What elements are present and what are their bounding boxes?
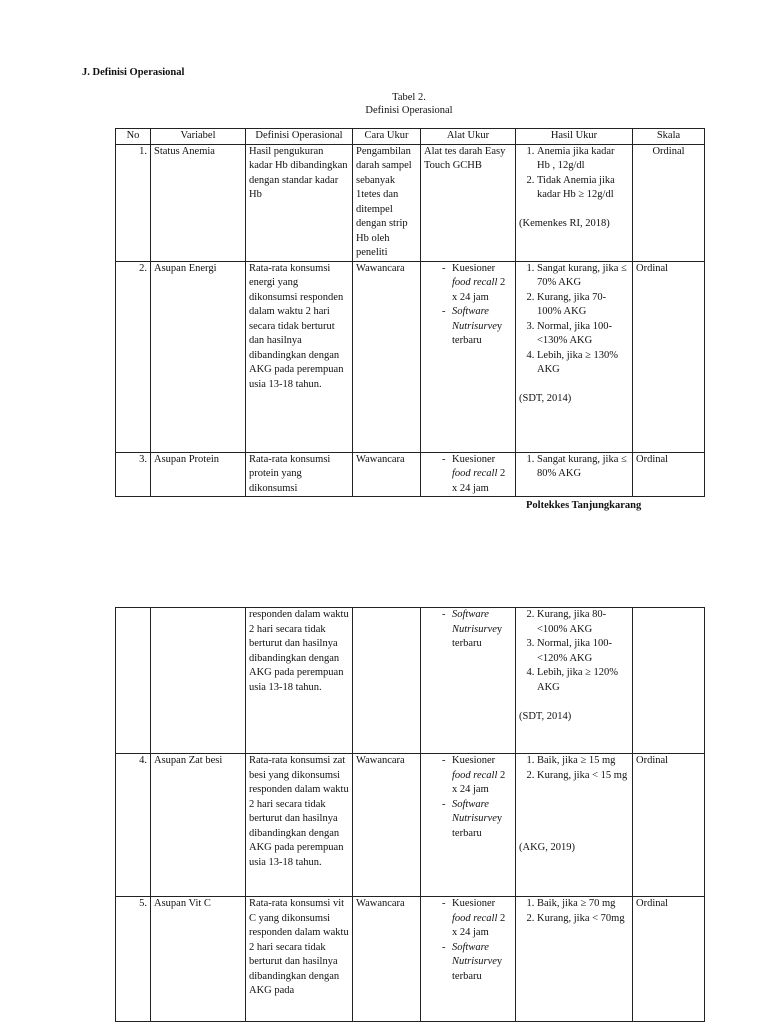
footer-institution: Poltekkes Tanjungkarang <box>526 500 642 511</box>
cell-tool <box>421 897 516 1022</box>
definition-table <box>115 128 705 497</box>
cell-result <box>516 608 633 754</box>
cell-method: Wawancara <box>353 754 421 897</box>
source: (SDT, 2014) <box>519 393 572 404</box>
cell-no: 4. <box>116 754 151 897</box>
col-header: Alat Ukur <box>421 129 516 145</box>
cell-method <box>353 608 421 754</box>
result-item: 1. Anemia jika kadar Hb , 12g/dl <box>537 145 629 174</box>
cell-tool <box>421 754 516 897</box>
cell-scale: Ordinal <box>633 144 705 261</box>
cell-variable: Asupan Protein <box>151 452 246 497</box>
result-item: 1. Sangat kurang, jika ≤ 70% AKG <box>537 262 629 291</box>
table-header <box>116 129 705 145</box>
cell-result <box>516 452 633 497</box>
cell-scale: Ordinal <box>633 452 705 497</box>
table-row <box>116 754 705 897</box>
cell-result <box>516 144 633 261</box>
cell-scale: Ordinal <box>633 897 705 1022</box>
col-header: Variabel <box>151 129 246 145</box>
cell-variable: Asupan Zat besi <box>151 754 246 897</box>
cell-scale <box>633 608 705 754</box>
tool-text: food recall <box>452 912 498 924</box>
result-item: 3. Normal, jika 100-<120% AKG <box>537 637 629 666</box>
tool-text: food recall <box>452 769 498 781</box>
result-item: 2. Kurang, jika 80-<100% AKG <box>537 608 629 637</box>
cell-method: Pengambilan darah sampel sebanyak 1tetes dan ditempel dengan strip Hb oleh peneliti <box>353 144 421 261</box>
cell-method: Wawancara <box>353 452 421 497</box>
tool-text: Software Nutrisurve <box>452 306 497 332</box>
cell-no: 3. <box>116 452 151 497</box>
source: (Kemenkes RI, 2018) <box>519 218 610 229</box>
cell-result <box>516 897 633 1022</box>
tool-text: Kuesioner <box>452 898 496 909</box>
cell-variable: Asupan Energi <box>151 261 246 452</box>
cell-result <box>516 754 633 897</box>
cell-method: Wawancara <box>353 897 421 1022</box>
section-heading: J. Definisi Operasional <box>82 67 185 78</box>
table-row <box>116 608 705 754</box>
cell-tool <box>421 608 516 754</box>
cell-variable <box>151 608 246 754</box>
source: (AKG, 2019) <box>519 842 575 853</box>
result-item: 2. Kurang, jika 70-100% AKG <box>537 291 629 320</box>
cell-definition: Rata-rata konsumsi zat besi yang dikonsumsi responden dalam waktu 2 hari secara tidak berturut dan hasilnya dibandingkan dengan AKG pada perempuan usia 13-18 tahun. <box>246 754 353 897</box>
result-item: 1. Baik, jika ≥ 70 mg <box>537 897 629 912</box>
table-row <box>116 261 705 452</box>
cell-no: 2. <box>116 261 151 452</box>
cell-tool <box>421 261 516 452</box>
tool-text: y terbaru <box>452 813 503 839</box>
tool-text: food recall <box>452 468 498 479</box>
result-item: 3. Normal, jika 100-<130% AKG <box>537 320 629 349</box>
tool-text: y terbaru <box>452 623 503 649</box>
cell-definition: Rata-rata konsumsi vit C yang dikonsumsi responden dalam waktu 2 hari secara tidak berturut dan hasilnya dibandingkan dengan AKG pada <box>246 897 353 1022</box>
result-item: 1. Baik, jika ≥ 15 mg <box>537 754 629 769</box>
table-row <box>116 144 705 261</box>
result-item: 2. Tidak Anemia jika kadar Hb ≥ 12g/dl <box>537 174 629 203</box>
result-item: 4. Lebih, jika ≥ 120% AKG <box>537 666 629 695</box>
cell-variable: Asupan Vit C <box>151 897 246 1022</box>
col-header: Definisi Operasional <box>246 129 353 145</box>
tool-text: Software Nutrisurve <box>452 609 497 635</box>
tool-text: 2 x 24 jam <box>452 769 506 795</box>
result-item: 4. Lebih, jika ≥ 130% AKG <box>537 349 629 378</box>
col-header: No <box>116 129 151 145</box>
table-caption: Tabel 2. <box>392 92 426 103</box>
tool-text: Kuesioner <box>452 755 496 766</box>
tool-text: y terbaru <box>452 320 503 346</box>
result-item: 2. Kurang, jika < 70mg <box>537 912 629 927</box>
cell-definition: Rata-rata konsumsi protein yang dikonsumsi <box>246 452 353 497</box>
definition-table-continued <box>115 607 705 1022</box>
tool-text: Software Nutrisurve <box>452 798 497 824</box>
tool-text: Software Nutrisurve <box>452 941 497 967</box>
cell-no: 5. <box>116 897 151 1022</box>
col-header: Hasil Ukur <box>516 129 633 145</box>
tool-text: 2 x 24 jam <box>452 468 506 494</box>
cell-scale: Ordinal <box>633 261 705 452</box>
cell-no <box>116 608 151 754</box>
col-header: Skala <box>633 129 705 145</box>
tool-text: 2 x 24 jam <box>452 277 506 303</box>
tool-text: y terbaru <box>452 956 503 982</box>
cell-variable: Status Anemia <box>151 144 246 261</box>
cell-scale: Ordinal <box>633 754 705 897</box>
cell-tool <box>421 452 516 497</box>
result-item: 2. Kurang, jika < 15 mg <box>537 769 629 784</box>
table-row <box>116 897 705 1022</box>
tool-text: food recall <box>452 277 498 288</box>
result-item: 1. Sangat kurang, jika ≤ 80% AKG <box>537 453 629 482</box>
cell-method: Wawancara <box>353 261 421 452</box>
table-row <box>116 452 705 497</box>
tool-text: 2 x 24 jam <box>452 912 506 938</box>
cell-definition: Rata-rata konsumsi energi yang dikonsumsi responden dalam waktu 2 hari secara tidak berturut dan hasilnya dibandingkan dengan AKG pada perempuan usia 13-18 tahun. <box>246 261 353 452</box>
col-header: Cara Ukur <box>353 129 421 145</box>
cell-tool: Alat tes darah Easy Touch GCHB <box>421 144 516 261</box>
source: (SDT, 2014) <box>519 710 572 722</box>
tool-text: Kuesioner <box>452 453 496 465</box>
tool-text: Kuesioner <box>452 262 496 274</box>
cell-definition: responden dalam waktu 2 hari secara tidak berturut dan hasilnya dibandingkan dengan AKG pada perempuan usia 13-18 tahun. <box>246 608 353 754</box>
table-title: Definisi Operasional <box>365 105 453 116</box>
cell-definition: Hasil pengukuran kadar Hb dibandingkan dengan standar kadar Hb <box>246 144 353 261</box>
cell-no: 1. <box>116 144 151 261</box>
cell-result <box>516 261 633 452</box>
